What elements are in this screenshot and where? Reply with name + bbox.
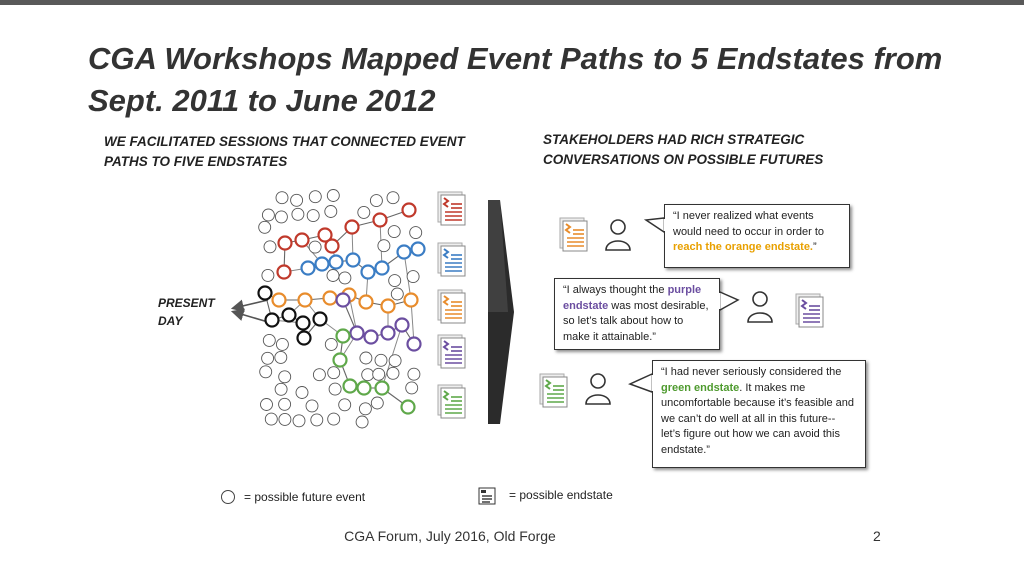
quote-2-highlight: purple endstate — [563, 284, 702, 312]
legend-event-label: = possible future event — [244, 490, 366, 504]
left-heading: WE FACILITATED SESSIONS THAT CONNECTED EVENT PATHS TO FIVE ENDSTATES — [104, 134, 465, 169]
slide-title: CGA Workshops Mapped Event Paths to 5 Endstates from Sept. 2011 to June 2012 — [88, 41, 943, 118]
quote-2-before: “I always thought the — [563, 284, 668, 296]
legend-endstate-label: = possible endstate — [509, 488, 613, 502]
quote-1-before: “I never realized what events would need to occur in order to — [673, 210, 825, 238]
quote-1-highlight: reach the orange endstate. — [673, 241, 813, 253]
page-number: 2 — [873, 528, 881, 544]
quote-1-after: ” — [813, 241, 817, 253]
footer-text: CGA Forum, July 2016, Old Forge — [344, 528, 556, 544]
quote-3-before: “I had never seriously considered the — [661, 366, 842, 378]
present-day-label: PRESENT DAY — [158, 296, 215, 328]
quote-3-highlight: green endstate — [661, 381, 740, 394]
right-heading: STAKEHOLDERS HAD RICH STRATEGIC CONVERSATIONS ON POSSIBLE FUTURES — [543, 132, 824, 167]
quote-2-after: was most desirable, so let’s talk about how to make it attainable.” — [563, 299, 709, 343]
quote-3-after: . It makes me uncomfortable because it’s feasible and we can’t do well at all in this future-- let’s figure out how we can avoid this endstate.” — [661, 381, 855, 456]
